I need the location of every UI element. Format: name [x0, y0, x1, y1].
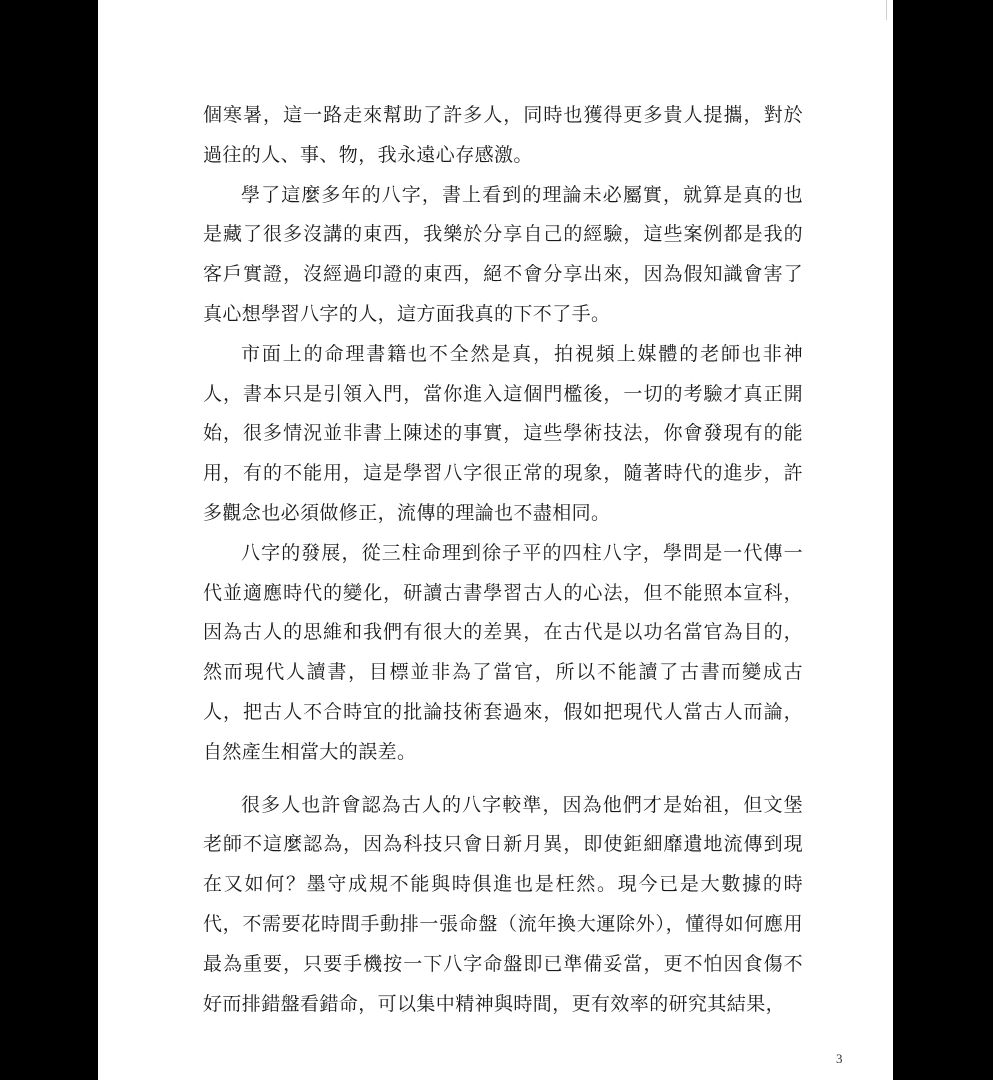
- paragraph: 八字的發展，從三柱命理到徐子平的四柱八字，學問是一代傳一代並適應時代的變化，研讀古書學習古人的心法，但不能照本宣科，因為古人的思維和我們有很大的差異，在古代是以功名當官為目的，然而現代人讀書，目標並非為了當官，所以不能讀了古書而變成古人，把古人不合時宜的批論技術套過來，假如把現代人當古人而論，自然產生相當大的誤差。: [203, 541, 803, 763]
- scan-edge-mark: [886, 0, 893, 20]
- paragraph: 很多人也許會認為古人的八字較準，因為他們才是始祖，但文堡老師不這麼認為，因為科技只會日新月異，即使鉅細靡遺地流傳到現在又如何？墨守成規不能與時俱進也是枉然。現今已是大數據的時代，不需要花時間手動排一張命盤（流年換大運除外），懂得如何應用最為重要，只要手機按一下八字命盤即已準備妥當，更不怕因食傷不好而排錯盤看錯命，可以集中精神與時間，更有效率的研究其結果，: [203, 793, 803, 1015]
- document-page: [98, 0, 893, 1080]
- paragraph: 學了這麼多年的八字，書上看到的理論未必屬實，就算是真的也是藏了很多沒講的東西，我樂於分享自己的經驗，這些案例都是我的客戶實證，沒經過印證的東西，絕不會分享出來，因為假知識會害了真心想學習八字的人，這方面我真的下不了手。: [203, 183, 803, 325]
- page-number: 3: [836, 1051, 843, 1066]
- paragraph-continued: 個寒暑，這一路走來幫助了許多人，同時也獲得更多貴人提攜，對於過往的人、事、物，我永遠心存感激。: [203, 104, 803, 166]
- body-text: [203, 96, 803, 1024]
- paragraph: 市面上的命理書籍也不全然是真，拍視頻上媒體的老師也非神人，書本只是引領入門，當你進入這個門檻後，一切的考驗才真正開始，很多情況並非書上陳述的事實，這些學術技法，你會發現有的能用，有的不能用，這是學習八字很正常的現象，隨著時代的進步，許多觀念也必須做修正，流傳的理論也不盡相同。: [203, 342, 803, 524]
